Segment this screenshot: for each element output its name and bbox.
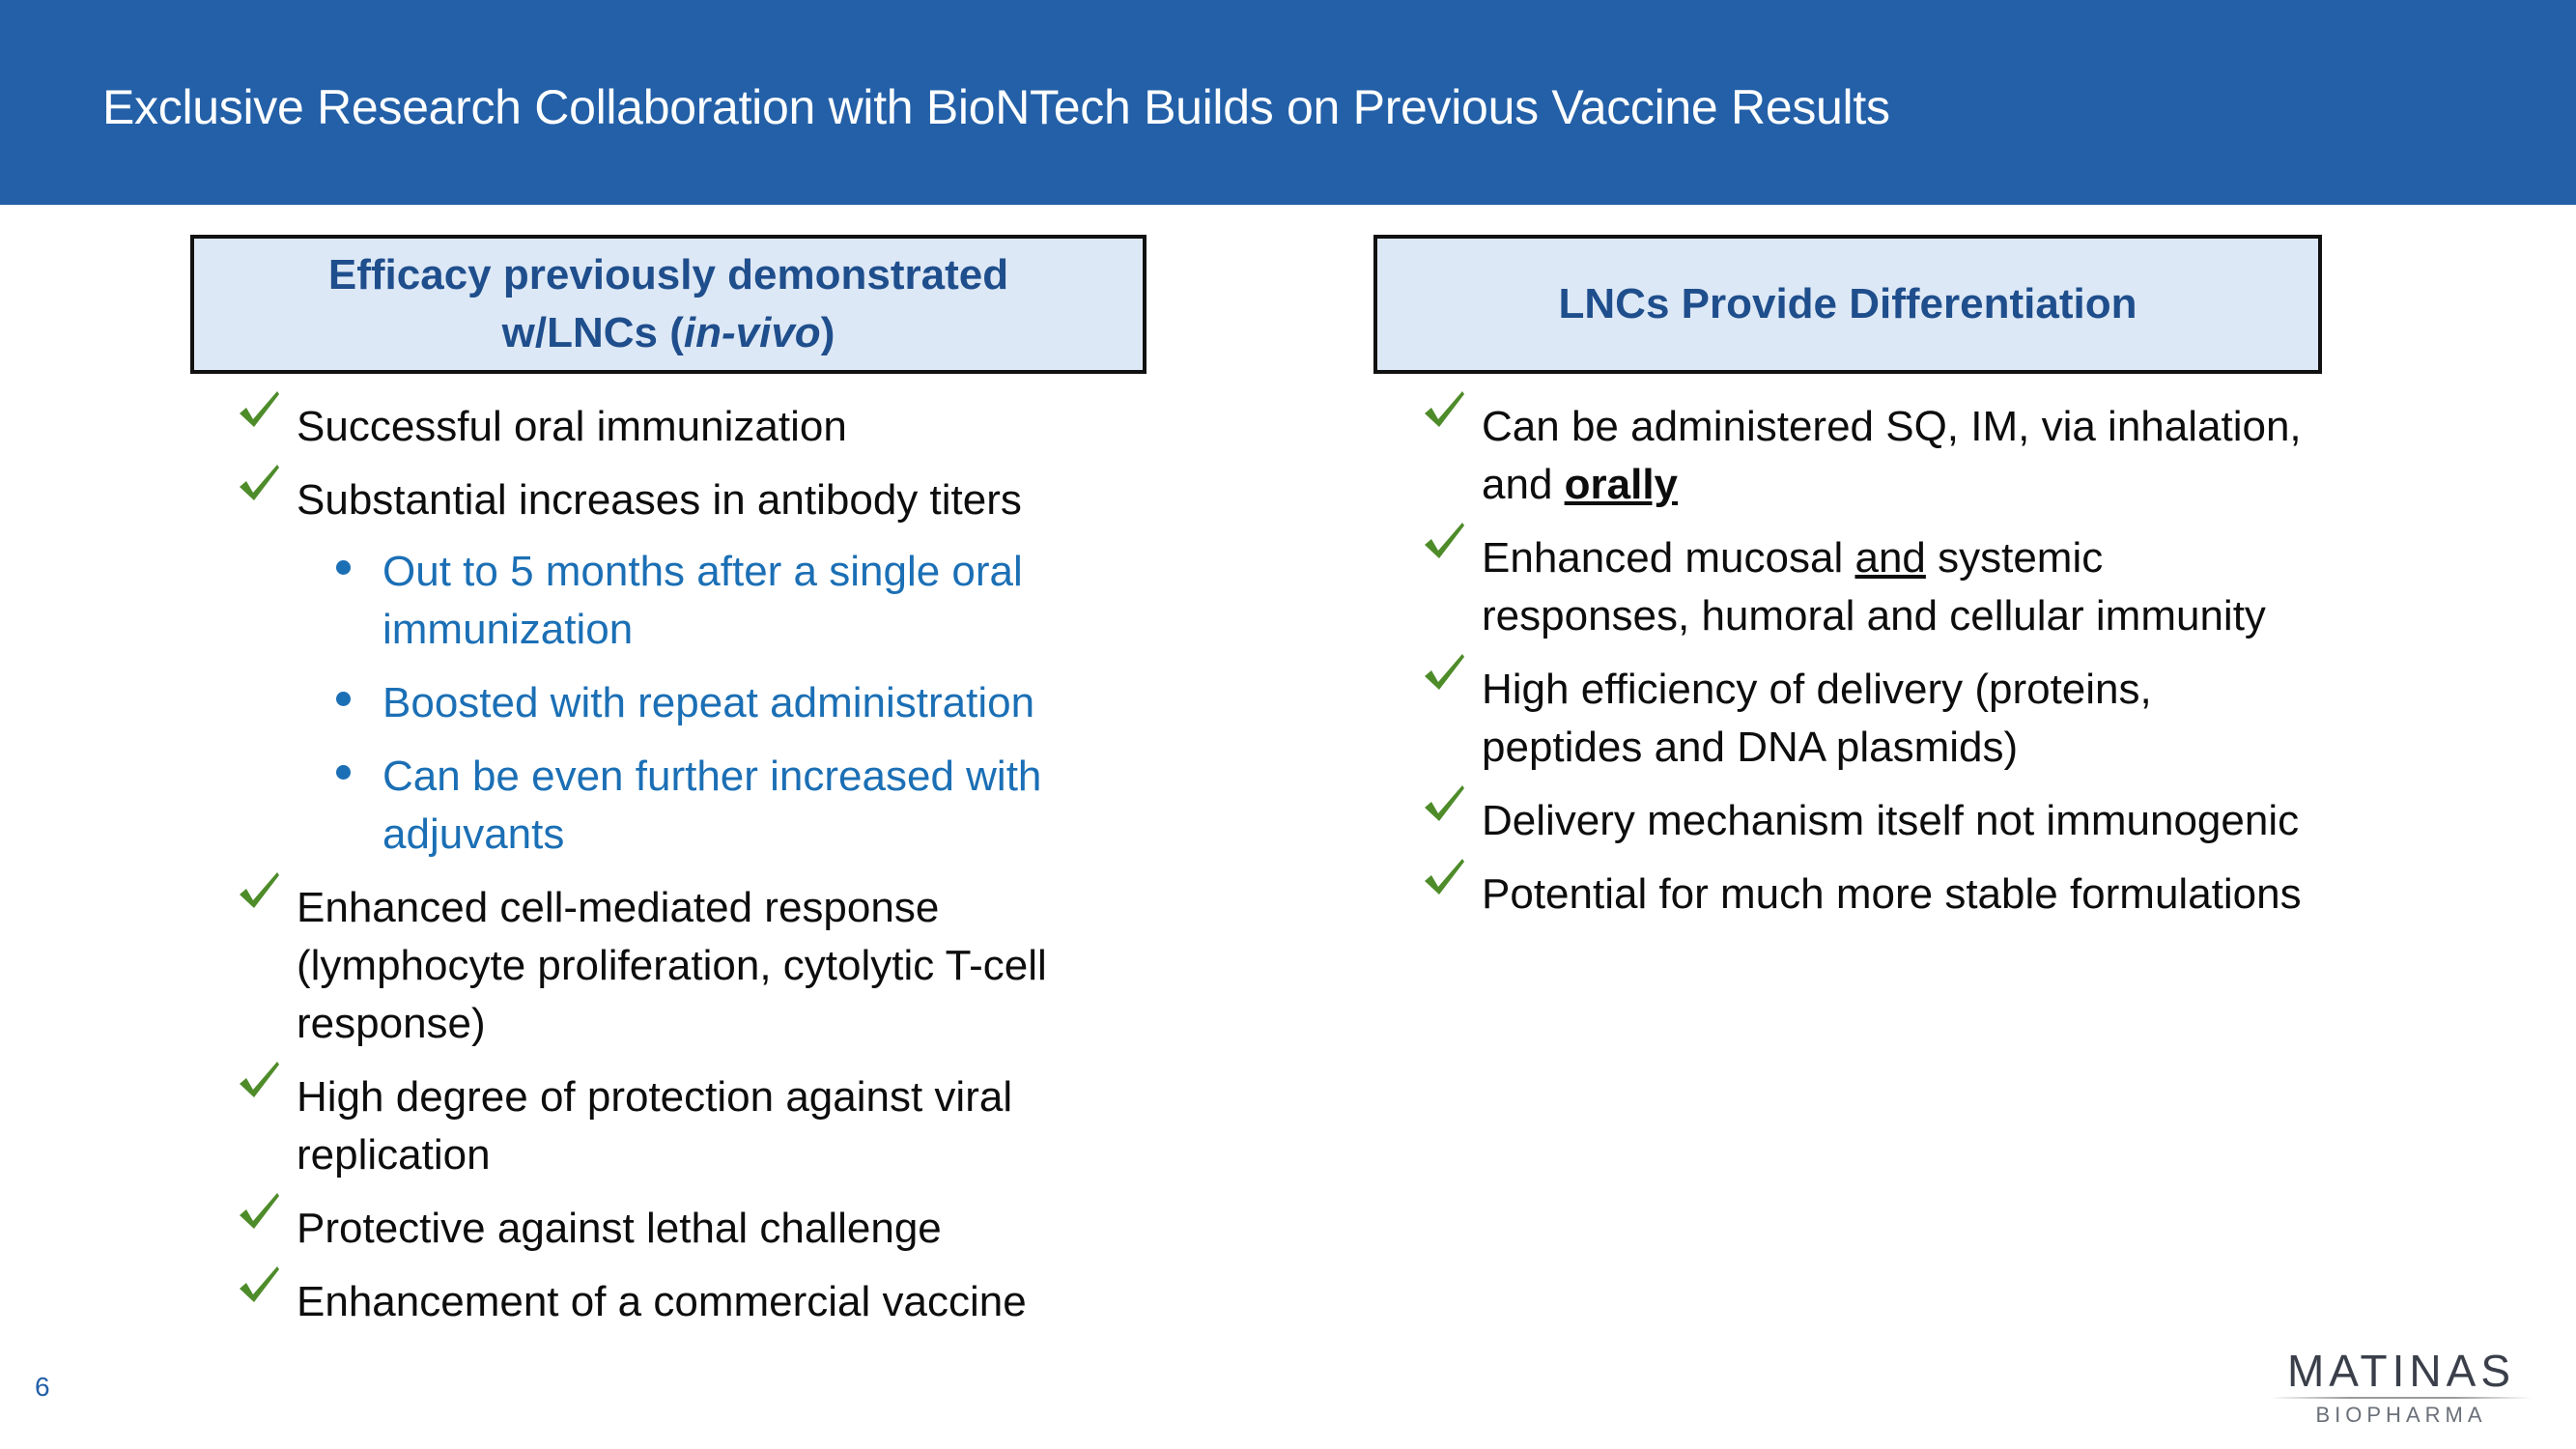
left-column-header [190, 235, 1146, 374]
list-item [237, 471, 1164, 529]
list-item-text: High efficiency of delivery (proteins, peptides and DNA plasmids) [1482, 666, 2152, 771]
list-item-text: Can be administered SQ, IM, via inhalation, and [1482, 403, 2302, 508]
left-header-line2-prefix: w/LNCs ( [501, 309, 684, 356]
checkmark-icon [1422, 856, 1466, 898]
list-item-text: Delivery mechanism itself not immunogenic [1482, 797, 2300, 844]
checkmark-icon [1422, 520, 1466, 562]
list-item-text: Potential for much more stable formulations [1482, 870, 2302, 918]
list-item-text-suffix: systemic responses, humoral and cellular immunity [1482, 534, 2266, 639]
list-item [237, 1068, 1164, 1184]
list-item [1422, 866, 2320, 923]
sub-list-item [237, 674, 1164, 732]
list-item-text: Enhancement of a commercial vaccine [297, 1278, 1027, 1325]
checkmark-icon [237, 388, 281, 431]
list-item-text: Successful oral immunization [297, 403, 847, 450]
checkmark-icon [237, 1190, 281, 1233]
list-item-text: Substantial increases in antibody titers [297, 476, 1022, 524]
sub-list-item [237, 748, 1164, 864]
left-header-line2 [502, 304, 835, 362]
checkmark-icon [237, 462, 281, 504]
checkmark-icon [237, 1059, 281, 1101]
checkmark-icon [1422, 651, 1466, 694]
left-header-line2-suffix: ) [820, 309, 835, 356]
right-column-header [1373, 235, 2322, 374]
slide-title: Exclusive Research Collaboration with BioNTech Builds on Previous Vaccine Results [102, 80, 1890, 134]
list-item-text: Enhanced cell-mediated response (lymphocyte proliferation, cytolytic T-cell response) [297, 884, 1047, 1047]
list-item [1422, 398, 2320, 514]
bullet-dot-icon [336, 560, 351, 575]
right-header-text: LNCs Provide Differentiation [1558, 280, 2137, 327]
emphasis-text: orally [1564, 461, 1679, 508]
checkmark-icon [1422, 782, 1466, 825]
logo-divider [2270, 1397, 2533, 1399]
sub-item-text: Boosted with repeat administration [382, 679, 1035, 726]
emphasis-text: and [1854, 534, 1926, 582]
list-item [237, 398, 1164, 456]
list-item [237, 1200, 1164, 1258]
list-item [237, 879, 1164, 1053]
company-logo [2260, 1345, 2542, 1432]
left-header-line1: Efficacy previously demonstrated [327, 251, 1009, 298]
list-item [1422, 792, 2320, 850]
checkmark-icon [237, 869, 281, 912]
list-item-text: Enhanced mucosal [1482, 534, 1855, 582]
logo-subtitle: BIOPHARMA [2315, 1403, 2487, 1427]
left-header-line2-italic: in-vivo [683, 309, 821, 356]
logo-name: MATINAS [2286, 1346, 2516, 1396]
list-item [237, 1273, 1164, 1331]
checkmark-icon [237, 1264, 281, 1306]
checkmark-icon [1422, 388, 1466, 431]
title-bar [0, 0, 2576, 205]
sub-list-item [237, 543, 1164, 659]
bullet-dot-icon [336, 692, 351, 706]
list-item-text: High degree of protection against viral replication [297, 1073, 1013, 1179]
bullet-dot-icon [336, 765, 351, 780]
list-item-text: Protective against lethal challenge [297, 1205, 942, 1252]
right-checklist [1422, 398, 2320, 939]
sub-item-text: Out to 5 months after a single oral immunization [382, 548, 1023, 653]
page-number: 6 [35, 1372, 50, 1402]
list-item [1422, 661, 2320, 777]
left-checklist [237, 398, 1164, 1347]
list-item [1422, 529, 2320, 645]
sub-item-text: Can be even further increased with adjuvants [382, 753, 1042, 858]
